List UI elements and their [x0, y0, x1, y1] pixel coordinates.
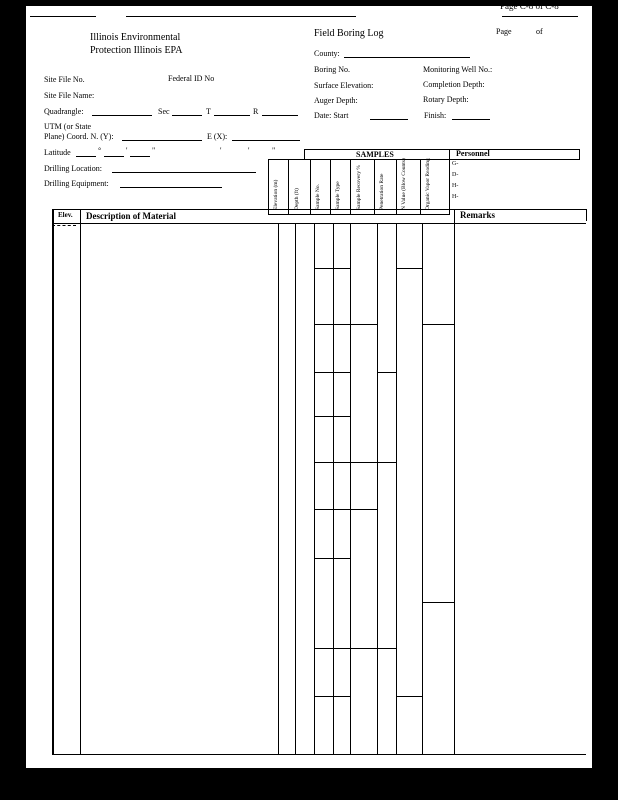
- quadrangle-field[interactable]: [92, 115, 152, 116]
- coord-x-field[interactable]: [232, 140, 300, 141]
- degree-mark: °: [98, 146, 102, 155]
- date-start-field[interactable]: [370, 119, 408, 120]
- latitude-min-field[interactable]: [104, 156, 124, 157]
- elev-header: Elev.: [58, 211, 73, 219]
- remarks-header: Remarks: [460, 210, 495, 220]
- longitude-minute-mark: ': [220, 146, 222, 155]
- sec-field[interactable]: [172, 115, 202, 116]
- boring-no-label: Boring No.: [314, 65, 350, 74]
- personnel-line-h2: H-: [452, 194, 459, 200]
- agency-line-2: Protection Illinois EPA: [90, 45, 183, 56]
- col-sample-no: Sample No.: [315, 184, 321, 210]
- r-field[interactable]: [262, 115, 298, 116]
- t-label: T: [206, 107, 211, 116]
- r-label: R: [253, 107, 259, 116]
- minute-mark: ': [126, 146, 128, 155]
- page-label: Page: [496, 27, 512, 36]
- site-file-name-label: Site File Name:: [44, 91, 95, 100]
- sec-label: Sec: [158, 107, 170, 116]
- second-mark: ": [152, 146, 156, 155]
- finish-label: Finish:: [424, 111, 447, 120]
- col-elevation: Elevation (m): [273, 179, 279, 210]
- completion-depth-label: Completion Depth:: [423, 80, 485, 89]
- finish-field[interactable]: [452, 119, 490, 120]
- col-n-value: N Value (Blow Counts): [401, 158, 407, 210]
- coord-y-field[interactable]: [122, 140, 202, 141]
- surface-elevation-label: Surface Elevation:: [314, 81, 374, 90]
- description-header: Description of Material: [86, 211, 176, 221]
- quadrangle-label: Quadrangle:: [44, 107, 84, 116]
- auger-depth-label: Auger Depth:: [314, 96, 358, 105]
- col-sample-recovery: Sample Recovery %: [356, 165, 362, 210]
- rotary-depth-label: Rotary Depth:: [423, 95, 469, 104]
- longitude-second-mark: ': [248, 146, 250, 155]
- form-title: Field Boring Log: [314, 28, 384, 39]
- coord-x-label: E (X):: [207, 132, 228, 141]
- samples-header: SAMPLES: [356, 150, 394, 159]
- personnel-line-d: D-: [452, 172, 459, 178]
- county-field[interactable]: [344, 57, 470, 58]
- federal-id-label: Federal ID No: [168, 74, 215, 83]
- drilling-location-field[interactable]: [112, 172, 256, 173]
- date-start-label: Date: Start: [314, 111, 349, 120]
- longitude-sec-mark: ": [272, 146, 276, 155]
- col-organic-vapor: Organic Vapor Reading: [425, 158, 431, 210]
- field-boring-log-form: [26, 1, 592, 768]
- personnel-line-h1: H-: [452, 183, 459, 189]
- site-file-no-label: Site File No.: [44, 75, 85, 84]
- col-penetration-rate: Penetration Rate: [379, 173, 385, 210]
- utm-label-2: Plane) Coord. N. (Y):: [44, 132, 114, 141]
- agency-line-1: Illinois Environmental: [90, 32, 181, 43]
- personnel-label: Personnel: [456, 149, 490, 158]
- utm-label-1: UTM (or State: [44, 122, 92, 131]
- personnel-line-g: G-: [452, 161, 459, 167]
- latitude-label: Latitude: [44, 148, 71, 157]
- col-sample-type: Sample Type: [335, 181, 341, 210]
- latitude-sec-field[interactable]: [130, 156, 150, 157]
- county-label: County:: [314, 49, 340, 58]
- page-reference: Page C-8 of C-8: [500, 1, 559, 11]
- t-field[interactable]: [214, 115, 250, 116]
- drilling-equipment-label: Drilling Equipment:: [44, 179, 109, 188]
- of-label: of: [536, 27, 543, 36]
- monitoring-well-label: Monitoring Well No.:: [423, 65, 493, 74]
- col-depth: Depth (ft): [294, 188, 300, 210]
- drilling-equipment-field[interactable]: [120, 187, 222, 188]
- drilling-location-label: Drilling Location:: [44, 164, 102, 173]
- latitude-deg-field[interactable]: [76, 156, 96, 157]
